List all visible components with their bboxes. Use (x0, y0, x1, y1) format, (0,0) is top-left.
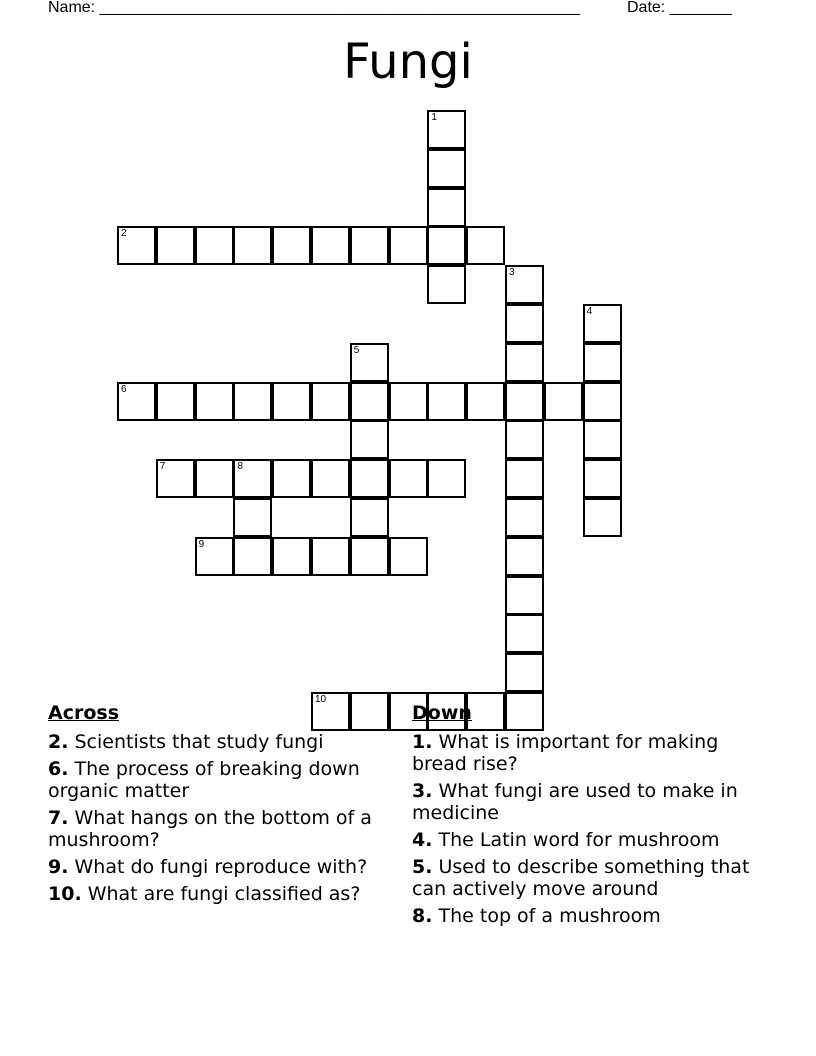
clue-down-4: 4. The Latin word for mushroom (412, 829, 720, 851)
clue-down-1: 1. What is important for making bread rise? (412, 731, 719, 775)
grid-cell[interactable] (117, 226, 156, 265)
down-clues (412, 702, 757, 932)
grid-cell[interactable] (311, 459, 350, 498)
clue-number: 1 (431, 112, 437, 123)
grid-cell[interactable] (505, 265, 544, 304)
grid-cell[interactable] (583, 498, 622, 537)
grid-cell[interactable] (505, 459, 544, 498)
grid-cell[interactable] (311, 537, 350, 576)
grid-cell[interactable] (233, 226, 272, 265)
grid-cell[interactable] (350, 537, 389, 576)
grid-cell[interactable] (350, 498, 389, 537)
grid-cell[interactable] (583, 343, 622, 382)
across-heading: Across (48, 702, 120, 724)
clue-across-9: 9. What do fungi reproduce with? (48, 856, 368, 878)
grid-cell[interactable] (505, 304, 544, 343)
grid-cell[interactable] (505, 653, 544, 692)
grid-cell[interactable] (505, 537, 544, 576)
date-line: Date: _______ (627, 0, 732, 16)
clue-across-2: 2. Scientists that study fungi (48, 731, 324, 753)
grid-cell[interactable] (389, 382, 428, 421)
grid-cell[interactable] (427, 382, 466, 421)
clue-number: 5 (353, 344, 360, 356)
grid-cell[interactable] (427, 188, 466, 227)
page-title: Fungi (343, 34, 473, 90)
grid-cell[interactable] (466, 226, 505, 265)
grid-cell[interactable] (505, 382, 544, 421)
grid-cell[interactable] (389, 226, 428, 265)
grid-cell[interactable] (350, 343, 389, 382)
grid-cell[interactable] (350, 459, 389, 498)
grid-cell[interactable] (505, 614, 544, 653)
name-line: Name: ______________________________________________________ (48, 0, 581, 16)
grid-cell[interactable] (466, 382, 505, 421)
grid-cell[interactable] (272, 226, 311, 265)
grid-cell[interactable] (156, 226, 195, 265)
grid-cell[interactable] (544, 382, 583, 421)
grid-cell[interactable] (583, 304, 622, 343)
grid-cell[interactable] (272, 537, 311, 576)
grid-cell[interactable] (389, 537, 428, 576)
grid-cell[interactable] (195, 537, 234, 576)
grid-cell[interactable] (505, 576, 544, 615)
grid-cell[interactable] (233, 382, 272, 421)
grid-cell[interactable] (311, 226, 350, 265)
grid-cell[interactable] (195, 226, 234, 265)
grid-cell[interactable] (583, 382, 622, 421)
grid-cell[interactable] (427, 459, 466, 498)
grid-cell[interactable] (195, 382, 234, 421)
grid-cell[interactable] (583, 420, 622, 459)
grid-cell[interactable] (156, 459, 195, 498)
clue-number: 6 (121, 383, 127, 395)
clue-number: 7 (159, 461, 166, 473)
grid-cell[interactable] (272, 459, 311, 498)
clue-number: 10 (315, 694, 327, 705)
grid-cell[interactable] (427, 265, 466, 304)
grid-cell[interactable] (233, 537, 272, 576)
clue-number: 9 (198, 538, 205, 550)
grid-cell[interactable] (505, 420, 544, 459)
grid-cell[interactable] (233, 498, 272, 537)
grid-cell[interactable] (583, 459, 622, 498)
grid-cell[interactable] (233, 459, 272, 498)
clue-down-5: 5. Used to describe something that can actively move around (412, 856, 750, 900)
clue-across-7: 7. What hangs on the bottom of a mushroom? (48, 807, 372, 851)
clue-number: 4 (586, 306, 593, 317)
clue-number: 8 (237, 461, 243, 473)
grid-cell[interactable] (350, 382, 389, 421)
across-clues (48, 702, 398, 910)
clue-number: 2 (121, 228, 127, 240)
clue-across-6: 6. The process of breaking down organic matter (48, 758, 360, 802)
grid-cell[interactable] (427, 149, 466, 188)
grid-cell[interactable] (195, 459, 234, 498)
clue-number: 3 (509, 267, 515, 279)
grid-cell[interactable] (272, 382, 311, 421)
grid-cell[interactable] (350, 420, 389, 459)
clue-down-3: 3. What fungi are used to make in medicine (412, 780, 738, 824)
grid-cell[interactable] (156, 382, 195, 421)
grid-cell[interactable] (389, 459, 428, 498)
grid-cell[interactable] (350, 226, 389, 265)
clue-across-10: 10. What are fungi classified as? (48, 883, 361, 905)
grid-cell[interactable] (427, 226, 466, 265)
grid-cell[interactable] (505, 498, 544, 537)
clue-down-8: 8. The top of a mushroom (412, 905, 661, 927)
grid-cell[interactable] (427, 110, 466, 149)
grid-cell[interactable] (505, 343, 544, 382)
grid-cell[interactable] (311, 382, 350, 421)
grid-cell[interactable] (117, 382, 156, 421)
down-heading: Down (412, 702, 472, 724)
